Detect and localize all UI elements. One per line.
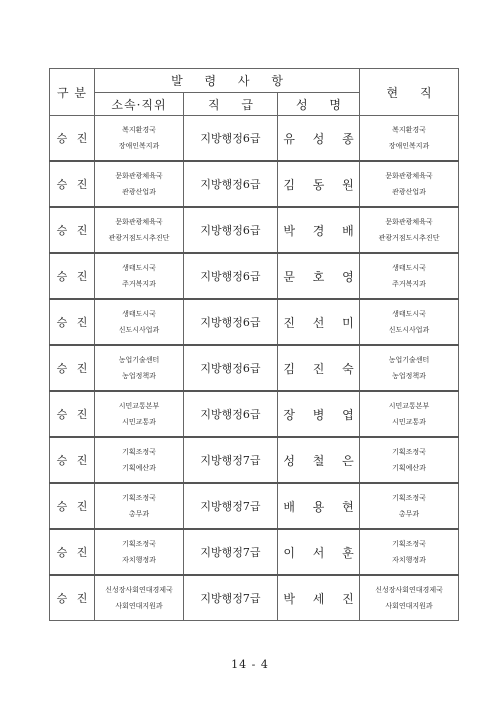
affiliation-cell [95, 161, 184, 207]
current-position-cell [360, 345, 459, 391]
affiliation-line: 장애인복지과 [118, 142, 160, 150]
header-category: 구 분 [50, 69, 95, 116]
grade-cell: 지방행정6급 [184, 116, 278, 162]
header-grade: 직 급 [184, 93, 278, 116]
affiliation-line: 관광거점도시추진단 [108, 234, 170, 242]
current-position-cell [360, 161, 459, 207]
affiliation-line: 문화관광체육국 [115, 172, 163, 180]
category-cell: 승 진 [50, 437, 95, 483]
affiliation-cell [95, 253, 184, 299]
grade-cell: 지방행정7급 [184, 575, 278, 621]
affiliation-line: 농업정책과 [122, 372, 156, 380]
table-row [50, 529, 459, 575]
affiliation-cell [95, 575, 184, 621]
affiliation-cell [95, 116, 184, 162]
grade-cell: 지방행정6급 [184, 391, 278, 437]
name-cell: 진 선 미 [278, 299, 360, 345]
current-position-line: 장애인복지과 [388, 142, 430, 150]
name-cell: 유 성 종 [278, 116, 360, 162]
header-name: 성 명 [278, 93, 360, 116]
affiliation-line: 기획조정국 [122, 448, 156, 456]
current-position-line: 기획조정국 [392, 540, 426, 548]
category-cell: 승 진 [50, 575, 95, 621]
category-cell: 승 진 [50, 483, 95, 529]
table-row [50, 161, 459, 207]
current-position-cell [360, 207, 459, 253]
category-cell: 승 진 [50, 116, 95, 162]
grade-cell: 지방행정7급 [184, 437, 278, 483]
current-position-line: 사회연대지원과 [385, 602, 433, 610]
name-cell: 문 호 영 [278, 253, 360, 299]
affiliation-line: 농업기술센터 [118, 356, 160, 364]
name-cell: 박 경 배 [278, 207, 360, 253]
current-position-line: 총무과 [398, 510, 420, 518]
current-position-line: 관광거점도시추진단 [378, 234, 440, 242]
grade-cell: 지방행정6급 [184, 207, 278, 253]
current-position-line: 농업기술센터 [388, 356, 430, 364]
table-row [50, 299, 459, 345]
affiliation-cell [95, 391, 184, 437]
name-cell: 배 용 현 [278, 483, 360, 529]
grade-cell: 지방행정6급 [184, 253, 278, 299]
affiliation-line: 관광산업과 [122, 188, 156, 196]
affiliation-line: 신도시사업과 [118, 326, 160, 334]
category-cell: 승 진 [50, 299, 95, 345]
table-row [50, 345, 459, 391]
name-cell: 장 병 엽 [278, 391, 360, 437]
current-position-cell [360, 575, 459, 621]
current-position-line: 문화관광체육국 [385, 172, 433, 180]
header-appointment: 발 령 사 항 [95, 69, 360, 93]
affiliation-cell [95, 529, 184, 575]
affiliation-line: 기획조정국 [122, 494, 156, 502]
current-position-line: 기획조정국 [392, 448, 426, 456]
current-position-cell [360, 483, 459, 529]
current-position-line: 신도시사업과 [388, 326, 430, 334]
current-position-line: 기획조정국 [392, 494, 426, 502]
category-cell: 승 진 [50, 345, 95, 391]
current-position-line: 복지환경국 [392, 126, 426, 134]
name-cell: 성 철 은 [278, 437, 360, 483]
category-cell: 승 진 [50, 529, 95, 575]
affiliation-line: 생태도시국 [122, 310, 156, 318]
grade-cell: 지방행정7급 [184, 529, 278, 575]
current-position-cell [360, 391, 459, 437]
table-row [50, 116, 459, 162]
grade-cell: 지방행정6급 [184, 299, 278, 345]
affiliation-line: 시민교통본부 [118, 402, 160, 410]
affiliation-cell [95, 345, 184, 391]
category-cell: 승 진 [50, 207, 95, 253]
affiliation-cell [95, 299, 184, 345]
table-row [50, 207, 459, 253]
current-position-line: 시민교통본부 [388, 402, 430, 410]
affiliation-line: 기획조정국 [122, 540, 156, 548]
affiliation-line: 생태도시국 [122, 264, 156, 272]
current-position-line: 자치행정과 [392, 556, 426, 564]
table-row [50, 483, 459, 529]
header-current-position: 현 직 [360, 69, 459, 116]
name-cell: 이 서 훈 [278, 529, 360, 575]
affiliation-cell [95, 207, 184, 253]
table-row [50, 575, 459, 621]
affiliation-line: 복지환경국 [122, 126, 156, 134]
name-cell: 김 진 숙 [278, 345, 360, 391]
affiliation-line: 시민교통과 [122, 418, 156, 426]
table-row [50, 253, 459, 299]
affiliation-cell [95, 437, 184, 483]
grade-cell: 지방행정7급 [184, 483, 278, 529]
current-position-line: 문화관광체육국 [385, 218, 433, 226]
current-position-line: 기획예산과 [392, 464, 426, 472]
affiliation-line: 사회연대지원과 [115, 602, 163, 610]
current-position-cell [360, 299, 459, 345]
table-header-row [50, 69, 459, 93]
current-position-line: 생태도시국 [392, 310, 426, 318]
personnel-table [49, 68, 459, 621]
current-position-cell [360, 529, 459, 575]
affiliation-cell [95, 483, 184, 529]
category-cell: 승 진 [50, 391, 95, 437]
current-position-line: 농업정책과 [392, 372, 426, 380]
current-position-line: 관광산업과 [392, 188, 426, 196]
grade-cell: 지방행정6급 [184, 161, 278, 207]
affiliation-line: 문화관광체육국 [115, 218, 163, 226]
affiliation-line: 기획예산과 [122, 464, 156, 472]
category-cell: 승 진 [50, 253, 95, 299]
current-position-cell [360, 437, 459, 483]
affiliation-line: 총무과 [128, 510, 150, 518]
current-position-line: 주거복지과 [392, 280, 426, 288]
table-row [50, 391, 459, 437]
category-cell: 승 진 [50, 161, 95, 207]
current-position-line: 생태도시국 [392, 264, 426, 272]
name-cell: 박 세 진 [278, 575, 360, 621]
affiliation-line: 주거복지과 [122, 280, 156, 288]
header-affiliation: 소속·직위 [95, 93, 184, 116]
current-position-line: 시민교통과 [392, 418, 426, 426]
grade-cell: 지방행정6급 [184, 345, 278, 391]
table-row [50, 437, 459, 483]
current-position-cell [360, 116, 459, 162]
current-position-line: 신성장사회연대경제국 [375, 586, 443, 594]
current-position-cell [360, 253, 459, 299]
affiliation-line: 자치행정과 [122, 556, 156, 564]
page-number: 14 - 4 [231, 658, 269, 671]
affiliation-line: 신성장사회연대경제국 [105, 586, 173, 594]
name-cell: 김 동 원 [278, 161, 360, 207]
